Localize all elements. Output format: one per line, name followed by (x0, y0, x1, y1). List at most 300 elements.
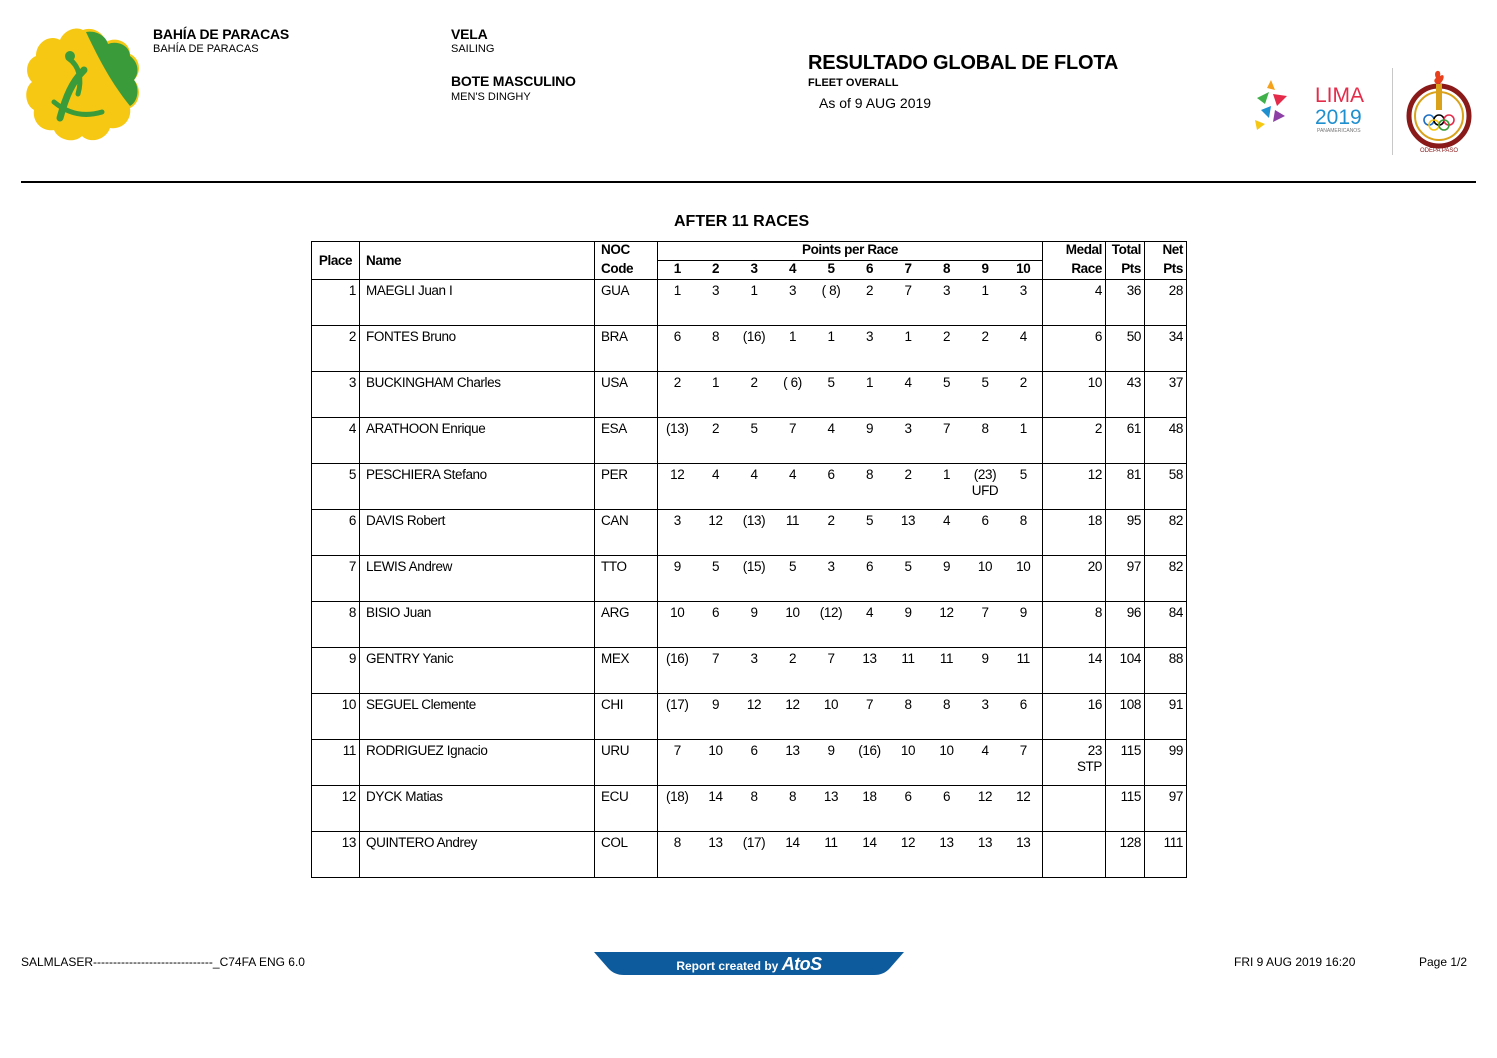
race-points-value: 5 (1019, 467, 1027, 482)
name-cell: RODRIGUEZ Ignacio (360, 740, 595, 786)
race-points-cell (697, 556, 735, 602)
race-points-cell (697, 372, 735, 418)
race-points-value: 8 (673, 835, 681, 850)
race-points-cell (928, 648, 966, 694)
total-pts-cell: 115 (1106, 786, 1145, 832)
race-points-cell (697, 326, 735, 372)
race-points-value: 5 (981, 375, 989, 390)
place-cell: 4 (312, 418, 360, 464)
medal-penalty-code: STP (1076, 759, 1102, 774)
race-points-value: 10 (1016, 559, 1031, 574)
race-points-value: 12 (900, 835, 916, 850)
noc-cell: MEX (595, 648, 658, 694)
venue-logo (26, 26, 140, 144)
race-points-cell (1005, 740, 1043, 786)
race-points-value: 7 (981, 605, 989, 620)
medal-race-cell (1043, 786, 1106, 832)
race-points-cell (928, 832, 966, 878)
race-points-cell (812, 786, 851, 832)
race-points-cell (928, 602, 966, 648)
logo-separator (1392, 68, 1393, 155)
medal-race-value: 20 (1087, 559, 1102, 574)
race-points-value: 4 (788, 467, 797, 482)
race-points-cell (851, 556, 889, 602)
race-points-value: 10 (823, 697, 839, 712)
total-pts-cell: 43 (1106, 372, 1145, 418)
race-points-value: 7 (904, 283, 912, 298)
race-points-cell (889, 326, 928, 372)
race-points-cell (1005, 510, 1043, 556)
race-points-cell (966, 602, 1005, 648)
race-points-value: 3 (673, 513, 681, 528)
table-row (312, 464, 1187, 510)
race-points-cell (851, 464, 889, 510)
total-pts-cell: 97 (1106, 556, 1145, 602)
race-points-value: 5 (788, 559, 797, 574)
venue-name-sub: BAHÍA DE PARACAS (153, 43, 259, 55)
race-points-value: 7 (827, 651, 835, 666)
points-per-race-header: Points per Race (658, 242, 1043, 261)
medal-race-value: 10 (1087, 375, 1102, 390)
race-points-value: 6 (1019, 697, 1027, 712)
race-points-value: 2 (1019, 375, 1027, 390)
race-points-value: 12 (1016, 789, 1031, 804)
noc-cell: USA (595, 372, 658, 418)
race-points-cell (735, 464, 774, 510)
race-points-value: 11 (939, 651, 954, 666)
race-points-value: 11 (785, 513, 800, 528)
race-points-value: 5 (750, 421, 758, 436)
race-points-cell (928, 418, 966, 464)
race-points-value: 11 (824, 835, 838, 850)
race-points-value: (16) (742, 329, 766, 344)
results-table (311, 241, 1187, 878)
race-points-value: 5 (865, 513, 874, 528)
race-points-cell (966, 694, 1005, 740)
noc-cell: CAN (595, 510, 658, 556)
race-points-cell (966, 326, 1005, 372)
race-points-cell (658, 464, 697, 510)
net-pts-cell: 37 (1145, 372, 1187, 418)
name-cell: BUCKINGHAM Charles (360, 372, 595, 418)
race-points-cell (735, 694, 774, 740)
race-points-value: 8 (981, 421, 989, 436)
race-points-value: 10 (977, 559, 993, 574)
race-points-value: 8 (942, 697, 951, 712)
race-points-cell (812, 832, 851, 878)
medal-race-value: 8 (1094, 605, 1102, 620)
total-pts-cell: 61 (1106, 418, 1145, 464)
medal-race-value: 18 (1087, 513, 1102, 528)
race-points-cell (889, 280, 928, 326)
race-points-value: 10 (939, 743, 954, 758)
event-name-sub: MEN'S DINGHY (451, 91, 531, 103)
race-points-value: 12 (939, 605, 954, 620)
col-medal-header-2: Race (1043, 261, 1106, 280)
race-points-value: (13) (666, 421, 689, 436)
race-points-cell (889, 740, 928, 786)
col-noc-header: NOC (595, 242, 658, 261)
race-points-cell (851, 694, 889, 740)
place-cell: 11 (312, 740, 360, 786)
race-number-header: 3 (735, 261, 774, 280)
medal-race-cell (1043, 510, 1106, 556)
race-points-cell (889, 418, 928, 464)
noc-cell: ESA (595, 418, 658, 464)
race-points-cell (1005, 418, 1043, 464)
table-row (312, 648, 1187, 694)
table-row (312, 832, 1187, 878)
race-points-value: 6 (865, 559, 874, 574)
report-title-sub: FLEET OVERALL (808, 77, 899, 89)
race-points-value: ( 8) (821, 283, 841, 298)
race-points-value: 2 (788, 651, 797, 666)
race-points-cell (851, 740, 889, 786)
medal-race-cell (1043, 740, 1106, 786)
race-points-cell (889, 832, 928, 878)
race-points-cell (966, 832, 1005, 878)
medal-race-value: 4 (1094, 283, 1102, 298)
race-points-value: 6 (827, 467, 835, 482)
col-total-header: Total (1106, 242, 1145, 261)
race-points-cell (928, 326, 966, 372)
race-points-value: 18 (862, 789, 877, 804)
col-place-header: Place (312, 242, 360, 280)
race-points-value: 1 (942, 467, 951, 482)
race-points-value: 12 (977, 789, 993, 804)
medal-race-value: 23 (1087, 743, 1102, 758)
medal-race-cell (1043, 832, 1106, 878)
race-points-value: (16) (858, 743, 881, 758)
race-points-value: 12 (785, 697, 800, 712)
race-points-cell (889, 372, 928, 418)
race-points-value: 1 (904, 329, 912, 344)
race-points-cell (697, 418, 735, 464)
noc-cell: CHI (595, 694, 658, 740)
race-points-cell (812, 556, 851, 602)
race-points-value: 6 (673, 329, 681, 344)
place-cell: 9 (312, 648, 360, 694)
race-points-value: 8 (865, 467, 874, 482)
report-created-by: Report created by (676, 959, 779, 973)
table-row (312, 694, 1187, 740)
race-points-cell (735, 648, 774, 694)
table-row (312, 372, 1187, 418)
place-cell: 2 (312, 326, 360, 372)
race-points-value: 4 (904, 375, 912, 390)
header-rule (21, 181, 1476, 183)
total-pts-cell: 95 (1106, 510, 1145, 556)
race-points-cell (1005, 832, 1043, 878)
race-points-cell (658, 556, 697, 602)
event-name: BOTE MASCULINO (451, 73, 576, 89)
race-points-cell (966, 740, 1005, 786)
race-points-value: 4 (981, 743, 989, 758)
race-points-cell (851, 280, 889, 326)
race-points-value: 13 (977, 835, 993, 850)
footer-code: SALMLASER------------------------------_C74FA ENG 6.0 (21, 955, 305, 969)
col-net-header-2: Pts (1145, 261, 1187, 280)
race-points-value: 4 (711, 467, 720, 482)
name-cell: ARATHOON Enrique (360, 418, 595, 464)
race-points-cell (774, 694, 812, 740)
race-points-value: (13) (742, 513, 766, 528)
race-points-value: 2 (673, 375, 681, 390)
race-points-cell (928, 786, 966, 832)
race-points-cell (966, 556, 1005, 602)
race-points-value: 3 (711, 283, 720, 298)
race-points-cell (966, 464, 1005, 510)
race-points-value: 12 (746, 697, 762, 712)
race-points-value: 8 (1019, 513, 1027, 528)
medal-race-cell (1043, 464, 1106, 510)
race-points-cell (735, 510, 774, 556)
race-points-cell (812, 694, 851, 740)
place-cell: 6 (312, 510, 360, 556)
race-points-cell (697, 648, 735, 694)
name-cell: BISIO Juan (360, 602, 595, 648)
race-points-value: 14 (708, 789, 723, 804)
race-points-value: 6 (904, 789, 912, 804)
race-points-cell (697, 280, 735, 326)
race-points-cell (966, 648, 1005, 694)
race-points-value: 1 (673, 283, 681, 298)
race-points-cell (966, 418, 1005, 464)
race-points-value: 5 (827, 375, 835, 390)
race-points-cell (1005, 280, 1043, 326)
race-points-cell (812, 280, 851, 326)
race-points-value: 7 (942, 421, 951, 436)
race-points-cell (774, 648, 812, 694)
race-points-cell (851, 510, 889, 556)
race-points-value: 7 (865, 697, 874, 712)
medal-race-value: 12 (1087, 467, 1102, 482)
race-points-value: 2 (942, 329, 951, 344)
net-pts-cell: 84 (1145, 602, 1187, 648)
race-points-cell (812, 372, 851, 418)
race-points-value: 2 (865, 283, 874, 298)
race-points-cell (1005, 786, 1043, 832)
race-number-header: 6 (851, 261, 889, 280)
results-body (312, 280, 1187, 878)
race-points-value: 2 (711, 421, 720, 436)
race-points-value: 5 (711, 559, 720, 574)
race-number-header: 9 (966, 261, 1005, 280)
net-pts-cell: 97 (1145, 786, 1187, 832)
race-points-cell (697, 786, 735, 832)
race-points-value: 10 (785, 605, 800, 620)
medal-race-value: 6 (1094, 329, 1102, 344)
venue-name: BAHÍA DE PARACAS (153, 26, 290, 42)
race-points-value: (16) (666, 651, 689, 666)
race-points-cell (658, 786, 697, 832)
sport-name-sub: SAILING (451, 43, 495, 55)
race-points-value: 2 (981, 329, 989, 344)
race-points-cell (658, 832, 697, 878)
race-points-cell (735, 740, 774, 786)
total-pts-cell: 104 (1106, 648, 1145, 694)
race-points-value: 13 (823, 789, 839, 804)
total-pts-cell: 81 (1106, 464, 1145, 510)
race-points-value: 5 (904, 559, 912, 574)
net-pts-cell: 58 (1145, 464, 1187, 510)
race-points-value: 1 (750, 283, 758, 298)
table-row (312, 326, 1187, 372)
race-points-cell (851, 786, 889, 832)
race-points-value: 9 (711, 697, 720, 712)
race-points-value: 10 (708, 743, 723, 758)
race-points-value: 4 (750, 467, 758, 482)
race-points-value: 4 (1019, 329, 1027, 344)
net-pts-cell: 99 (1145, 740, 1187, 786)
race-points-cell (812, 326, 851, 372)
medal-race-cell (1043, 556, 1106, 602)
race-points-cell (697, 510, 735, 556)
race-points-cell (774, 464, 812, 510)
race-points-value: 2 (750, 375, 758, 390)
race-points-value: 8 (711, 329, 720, 344)
race-points-cell (812, 510, 851, 556)
race-points-cell (812, 740, 851, 786)
table-row (312, 556, 1187, 602)
table-title: AFTER 11 RACES (674, 213, 810, 230)
race-points-cell (851, 326, 889, 372)
race-points-value: 9 (904, 605, 912, 620)
name-cell: QUINTERO Andrey (360, 832, 595, 878)
place-cell: 8 (312, 602, 360, 648)
place-cell: 5 (312, 464, 360, 510)
medal-race-value: 2 (1094, 421, 1102, 436)
place-cell: 13 (312, 832, 360, 878)
race-points-value: 13 (862, 651, 877, 666)
race-points-value: 13 (900, 513, 916, 528)
total-pts-cell: 108 (1106, 694, 1145, 740)
noc-cell: BRA (595, 326, 658, 372)
table-row (312, 418, 1187, 464)
race-points-value: 9 (827, 743, 835, 758)
race-points-value: 7 (788, 421, 797, 436)
race-points-value: 3 (904, 421, 912, 436)
race-points-cell (851, 648, 889, 694)
race-points-cell (812, 418, 851, 464)
race-points-value: 9 (1019, 605, 1027, 620)
race-points-value: 3 (942, 283, 951, 298)
race-points-cell (928, 556, 966, 602)
race-points-value: (17) (666, 697, 689, 712)
table-row (312, 602, 1187, 648)
place-cell: 1 (312, 280, 360, 326)
race-points-cell (851, 372, 889, 418)
total-pts-cell: 50 (1106, 326, 1145, 372)
race-points-cell (774, 326, 812, 372)
medal-race-cell (1043, 418, 1106, 464)
atos-brand: AtoS (781, 954, 822, 974)
place-cell: 12 (312, 786, 360, 832)
race-points-value: 1 (1019, 421, 1027, 436)
race-points-cell (735, 786, 774, 832)
name-cell: PESCHIERA Stefano (360, 464, 595, 510)
total-pts-cell: 128 (1106, 832, 1145, 878)
race-points-cell (966, 280, 1005, 326)
net-pts-cell: 48 (1145, 418, 1187, 464)
race-points-cell (735, 602, 774, 648)
race-points-cell (774, 418, 812, 464)
sport-name: VELA (451, 26, 488, 42)
medal-race-cell (1043, 372, 1106, 418)
race-points-cell (658, 694, 697, 740)
lima-2019-logo (1253, 78, 1377, 134)
net-pts-cell: 82 (1145, 556, 1187, 602)
noc-cell: COL (595, 832, 658, 878)
race-points-cell (928, 280, 966, 326)
race-points-cell (1005, 602, 1043, 648)
medal-race-value: 14 (1087, 651, 1102, 666)
race-points-value: 7 (1019, 743, 1027, 758)
race-points-cell (774, 280, 812, 326)
name-cell: GENTRY Yanic (360, 648, 595, 694)
race-points-value: ( 6) (783, 375, 802, 390)
race-points-cell (1005, 464, 1043, 510)
footer-page: Page 1/2 (1419, 955, 1468, 969)
race-points-value: 1 (711, 375, 720, 390)
race-points-cell (928, 694, 966, 740)
race-points-value: 12 (670, 467, 685, 482)
race-points-cell (928, 464, 966, 510)
race-points-cell (812, 648, 851, 694)
race-points-cell (658, 648, 697, 694)
table-row (312, 280, 1187, 326)
race-points-value: 3 (981, 697, 989, 712)
race-points-cell (928, 510, 966, 556)
race-points-value: 10 (670, 605, 685, 620)
race-points-value: 7 (711, 651, 720, 666)
race-points-cell (658, 510, 697, 556)
col-medal-header: Medal (1043, 242, 1106, 261)
medal-race-cell (1043, 694, 1106, 740)
race-points-cell (1005, 372, 1043, 418)
col-net-header: Net (1145, 242, 1187, 261)
race-points-cell (735, 832, 774, 878)
race-points-cell (851, 418, 889, 464)
race-points-cell (889, 464, 928, 510)
race-points-value: 1 (981, 283, 989, 298)
race-points-value: 13 (785, 743, 800, 758)
race-points-cell (735, 326, 774, 372)
race-points-value: 2 (827, 513, 835, 528)
race-points-cell (697, 832, 735, 878)
col-total-header-2: Pts (1106, 261, 1145, 280)
race-points-cell (1005, 556, 1043, 602)
race-points-cell (697, 740, 735, 786)
noc-cell: ECU (595, 786, 658, 832)
race-points-value: 12 (708, 513, 723, 528)
race-points-cell (889, 648, 928, 694)
race-points-cell (889, 510, 928, 556)
race-points-value: (18) (666, 789, 689, 804)
race-points-cell (658, 740, 697, 786)
race-points-cell (812, 602, 851, 648)
race-points-value: 8 (750, 789, 758, 804)
race-points-value: 7 (673, 743, 681, 758)
race-points-value: 4 (942, 513, 951, 528)
race-points-cell (1005, 648, 1043, 694)
table-row (312, 510, 1187, 556)
race-points-value: 4 (827, 421, 835, 436)
name-cell: LEWIS Andrew (360, 556, 595, 602)
race-number-header: 2 (697, 261, 735, 280)
total-pts-cell: 36 (1106, 280, 1145, 326)
race-points-value: 10 (900, 743, 916, 758)
